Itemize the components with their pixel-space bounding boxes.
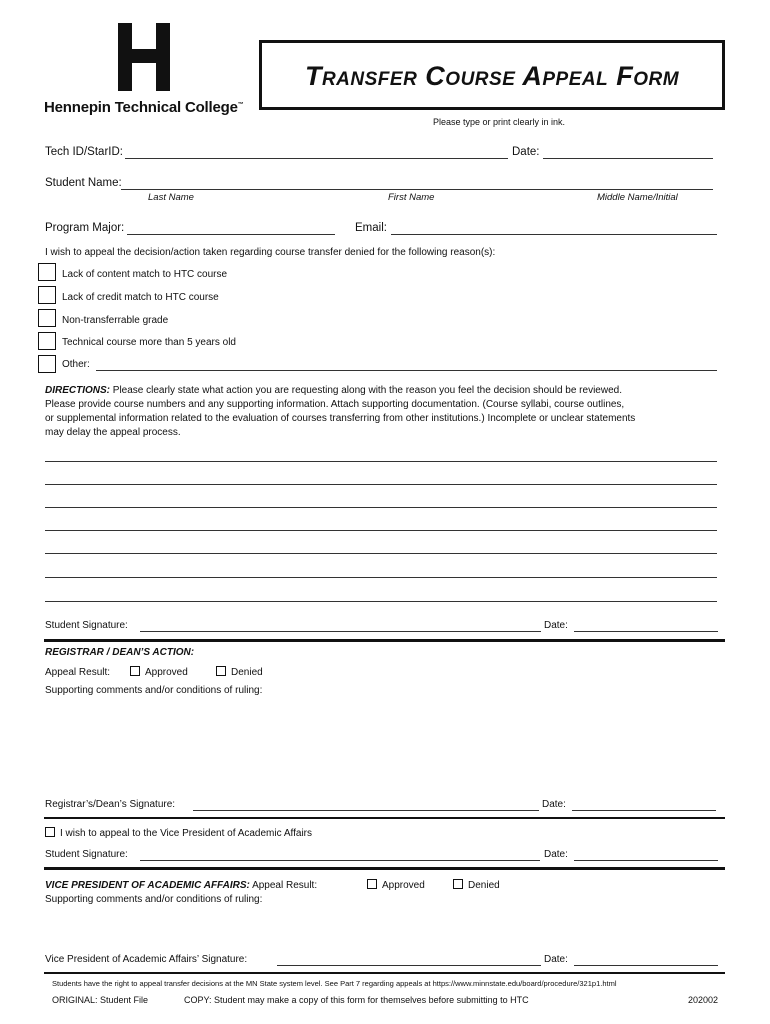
appeal-text-line-4[interactable] [45, 530, 717, 531]
vp-appeal-result-label: Appeal Result: [252, 880, 318, 891]
registrar-appeal-result-label: Appeal Result: [45, 667, 111, 678]
directions-line-3: or supplemental information related to the evaluation of courses transferring from other institutions.) Incomplete or unclear statements [45, 413, 636, 424]
tech-id-label: Tech ID/StarID: [45, 146, 123, 158]
title-box [259, 40, 725, 110]
vp-comments-label: Supporting comments and/or conditions of ruling: [45, 894, 263, 905]
program-major-field[interactable] [127, 234, 335, 235]
last-name-caption: Last Name [148, 192, 194, 203]
tech-id-field[interactable] [125, 158, 508, 159]
appeal-text-line-7[interactable] [45, 601, 717, 602]
reason-checkbox-technical-course[interactable] [38, 332, 56, 350]
registrar-date-label: Date: [542, 799, 566, 810]
appeal-text-line-1[interactable] [45, 461, 717, 462]
middle-name-caption: Middle Name/Initial [597, 192, 678, 203]
vp-date-label: Date: [544, 954, 568, 965]
reason-label-technical-course: Technical course more than 5 years old [62, 337, 236, 348]
reason-label-non-transferrable: Non-transferrable grade [62, 315, 169, 326]
appeal-text-line-6[interactable] [45, 577, 717, 578]
vp-approved-option[interactable]: Approved [367, 879, 425, 891]
email-label: Email: [355, 222, 387, 234]
footer-original: ORIGINAL: Student File [52, 995, 149, 1005]
appeal-text-line-2[interactable] [45, 484, 717, 485]
student-name-field[interactable] [121, 189, 713, 190]
directions-line-4: may delay the appeal process. [45, 427, 181, 438]
footer-divider [44, 972, 725, 974]
directions-label: DIRECTIONS: [45, 385, 110, 396]
directions-line-2: Please provide course numbers and any supporting information. Attach supporting documentation. (Course syllabi, course outlines, [45, 399, 625, 410]
vp-heading: VICE PRESIDENT OF ACADEMIC AFFAIRS: [45, 880, 250, 891]
date-label: Date: [512, 146, 540, 158]
form-title: Transfer Course Appeal Form [304, 61, 680, 91]
registrar-denied-option[interactable]: Denied [216, 666, 263, 678]
vp-student-date-field[interactable] [574, 860, 718, 861]
footer-form-code: 202002 [688, 995, 719, 1005]
college-name: Hennepin Technical College™ [44, 99, 244, 116]
student-signature-field[interactable] [140, 631, 541, 632]
registrar-signature-label: Registrar’s/Dean’s Signature: [45, 799, 176, 810]
vp-appeal-checkbox[interactable] [45, 827, 55, 837]
section-divider-registrar [44, 639, 725, 642]
appeal-text-line-5[interactable] [45, 553, 717, 554]
section-divider-vp-appeal [44, 817, 725, 819]
reasons-intro: I wish to appeal the decision/action taken regarding course transfer denied for the following reason(s): [45, 247, 496, 258]
program-major-label: Program Major: [45, 222, 125, 234]
footer-copy: COPY: Student may make a copy of this form for themselves before submitting to HTC [184, 995, 529, 1005]
vp-appeal-option[interactable]: I wish to appeal to the Vice President of Academic Affairs [45, 827, 312, 839]
registrar-comments-label: Supporting comments and/or conditions of ruling: [45, 685, 263, 696]
registrar-approved-option[interactable]: Approved [130, 666, 188, 678]
reason-checkbox-non-transferrable[interactable] [38, 309, 56, 327]
date-field[interactable] [543, 158, 713, 159]
student-signature-date-field[interactable] [574, 631, 718, 632]
vp-student-date-label: Date: [544, 849, 568, 860]
directions-line-1: DIRECTIONS: Please clearly state what action you are requesting along with the reason you feel the decision should be reviewed. [45, 385, 622, 396]
reason-checkbox-content-match[interactable] [38, 263, 56, 281]
student-name-label: Student Name: [45, 177, 122, 189]
student-signature-date-label: Date: [544, 620, 568, 631]
vp-student-signature-field[interactable] [140, 860, 540, 861]
vp-approved-checkbox[interactable] [367, 879, 377, 889]
htc-logo-mark [118, 23, 170, 91]
email-field[interactable] [391, 234, 717, 235]
registrar-denied-checkbox[interactable] [216, 666, 226, 676]
instruction-text: Please type or print clearly in ink. [433, 117, 566, 127]
vp-heading-row [45, 880, 317, 891]
vp-denied-checkbox[interactable] [453, 879, 463, 889]
other-reason-field[interactable] [96, 370, 717, 371]
vp-signature-field[interactable] [277, 965, 541, 966]
registrar-signature-field[interactable] [193, 810, 539, 811]
reason-label-content-match: Lack of content match to HTC course [62, 269, 228, 280]
appeal-text-line-3[interactable] [45, 507, 717, 508]
first-name-caption: First Name [388, 192, 435, 203]
reason-checkbox-other[interactable] [38, 355, 56, 373]
reason-checkbox-credit-match[interactable] [38, 286, 56, 304]
reason-label-other: Other: [62, 359, 90, 370]
registrar-date-field[interactable] [572, 810, 716, 811]
vp-student-signature-label: Student Signature: [45, 849, 128, 860]
reason-label-credit-match: Lack of credit match to HTC course [62, 292, 219, 303]
vp-signature-label: Vice President of Academic Affairs’ Signature: [45, 954, 248, 965]
student-signature-label: Student Signature: [45, 620, 128, 631]
registrar-heading: REGISTRAR / DEAN’S ACTION: [45, 647, 195, 658]
section-divider-vp [44, 867, 725, 870]
vp-date-field[interactable] [574, 965, 718, 966]
vp-denied-option[interactable]: Denied [453, 879, 500, 891]
footer-rights-text: Students have the right to appeal transfer decisions at the MN State system level. See Part 7 regarding appeals at https://www.minnstate.edu/board/procedure/321p1.html [52, 979, 617, 988]
registrar-approved-checkbox[interactable] [130, 666, 140, 676]
